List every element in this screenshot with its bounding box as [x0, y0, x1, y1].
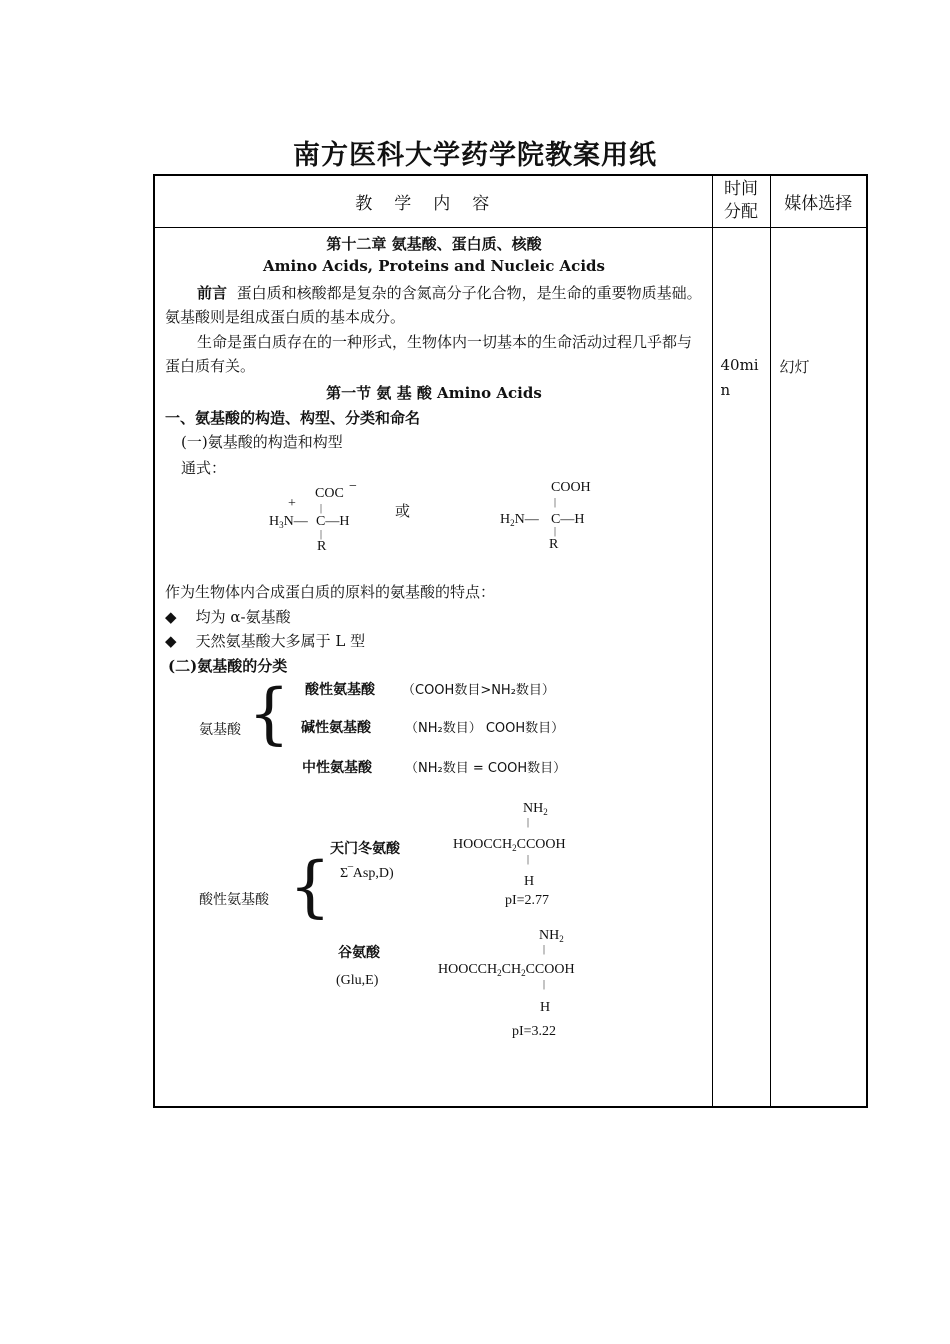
asp-nh2: $NH_2$ — [523, 800, 548, 817]
asp-formula: $HOOCCH_2CCOOH$ — [453, 836, 566, 853]
media-value: 幻灯 — [779, 357, 810, 376]
header-content: 教学内容 — [154, 175, 712, 227]
glu-pi: pI=3.22 — [512, 1023, 557, 1039]
lesson-table — [153, 174, 868, 1108]
formula-c2: C—H — [551, 511, 585, 527]
formula-coo: COC — [315, 485, 344, 501]
intro-lead: 前言 — [197, 283, 228, 302]
formula-h3n: $H_3N—$ — [269, 513, 308, 530]
glu-name: 谷氨酸 — [338, 944, 380, 961]
heading-structure: 一、氨基酸的构造、构型、分类和命名 — [165, 408, 421, 427]
formula-c: C—H — [316, 513, 350, 529]
header-media: 媒体选择 — [770, 175, 867, 227]
subheading-structure: (一)氨基酸的构造和构型 — [181, 432, 343, 451]
bullet-item: ◆ 均为 α-氨基酸 — [165, 607, 291, 626]
brace-icon: { — [248, 674, 290, 752]
formula-h2n: $H_2N—$ — [500, 511, 539, 528]
features-intro: 作为生物体内合成蛋白质的原料的氨基酸的特点： — [165, 582, 496, 601]
asp-abbr: Σ‾Asp,D) — [340, 865, 394, 881]
brace-icon: { — [289, 847, 331, 925]
chapter-title-en: Amino Acids, Proteins and Nucleic Acids — [263, 256, 605, 275]
bullet-item: ◆ 天然氨基酸大多属于 L 型 — [165, 631, 366, 650]
table-header-row — [154, 175, 867, 227]
table-body-row — [154, 227, 867, 1107]
bullet-icon: ◆ — [165, 607, 177, 626]
glu-formula: $HOOCCH_2CH_2CCOOH$ — [438, 961, 575, 978]
content-cell: 第十二章 氨基酸、蛋白质、核酸 Amino Acids, Proteins and Nucleic Acids 前言 蛋白质和核酸都是复杂的含氮高分子化合物，是生命的重要物质基础。氨基酸则是组成蛋白质的基本成分。 生命是蛋白质存在的一种形式，生物体内一切基本的生命活动过程几乎都与蛋白质有关。 第一节 氨 基 酸 Amino Acids 一、氨基酸的构造、构型、分类和命名 (一)氨基酸的构造和构型 通式： + COC − | $H_3N—$ C—H | R 或 COOH | $H_2N—$ C—H | R 作为生物体内合成蛋白质的原料的氨基酸的特点： ◆ 均为 α-氨基酸 ◆ 天然氨基酸大多属于 L 型 (二)氨基酸的分类 氨基酸 { 酸性氨基酸 （COOH数目>NH₂数目） 碱性氨基酸 （NH₂数目） COOH数目） 中性氨基酸 （NH₂数目 = COOH数目） 酸性氨基酸 { 天门冬氨酸 Σ‾Asp,D) $NH_2$ | $HOOCCH_2CCOOH$ | H pI=2.77 谷氨酸 (Glu,E) $NH_2$ | $HOOCCH_2CH_2CCOOH$ | H pI=3.22 — [154, 227, 712, 1107]
glu-h: H — [540, 999, 551, 1015]
glu-abbr: (Glu,E) — [336, 972, 379, 988]
asp-name: 天门冬氨酸 — [330, 840, 400, 857]
intro-paragraph-2: 生命是蛋白质存在的一种形式，生物体内一切基本的生命活动过程几乎都与蛋白质有关。 — [165, 332, 693, 375]
intro-paragraph-1 — [165, 281, 705, 329]
class-neutral: 中性氨基酸 — [302, 759, 372, 776]
chapter-title-cn: 第十二章 氨基酸、蛋白质、核酸 — [326, 234, 542, 253]
page-title: 南方医科大学药学院教案用纸 — [293, 140, 657, 171]
formula-label: 通式： — [181, 458, 227, 477]
class-acidic: 酸性氨基酸 — [305, 681, 375, 698]
class-basic: 碱性氨基酸 — [301, 719, 371, 736]
asp-pi: pI=2.77 — [505, 892, 550, 908]
subheading-classification: (二)氨基酸的分类 — [168, 656, 288, 675]
time-value-line1: 40mi — [720, 355, 759, 374]
asp-h: H — [524, 873, 535, 889]
class-basic-rule: （NH₂数目） COOH数目） — [405, 720, 565, 736]
acidic-root: 酸性氨基酸 — [199, 891, 269, 908]
time-value-line2: n — [720, 380, 731, 399]
section-title: 第一节 氨 基 酸 Amino Acids — [326, 383, 542, 402]
header-time-line2: 分配 — [724, 202, 758, 223]
formula-r2: R — [549, 536, 559, 552]
class-root: 氨基酸 — [199, 721, 241, 738]
formula-cooh: COOH — [551, 479, 591, 495]
media-cell — [770, 227, 867, 1107]
formula-plus: + — [288, 495, 296, 511]
class-acidic-rule: （COOH数目>NH₂数目） — [402, 682, 555, 698]
header-time-line1: 时间 — [724, 179, 758, 200]
formula-r: R — [317, 538, 327, 554]
class-neutral-rule: （NH₂数目 = COOH数目） — [405, 760, 567, 776]
formula-or: 或 — [395, 501, 411, 520]
header-time — [712, 175, 770, 227]
time-cell — [712, 227, 770, 1107]
glu-nh2: $NH_2$ — [539, 927, 564, 944]
formula-minus: − — [349, 478, 357, 494]
bullet-icon: ◆ — [165, 631, 177, 650]
intro-p1-text: 蛋白质和核酸都是复杂的含氮高分子化合物，是生命的重要物质基础。氨基酸则是组成蛋白质的基本成分。 — [165, 283, 702, 326]
